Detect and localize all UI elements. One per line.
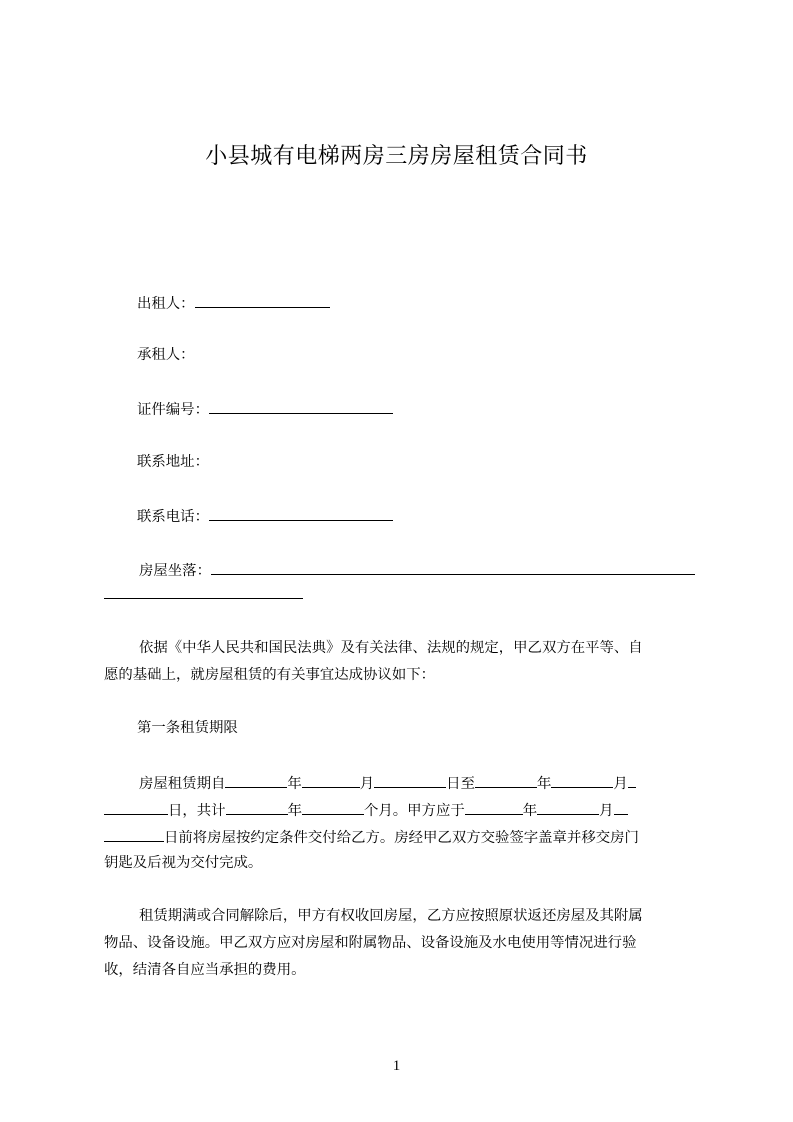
term-prefix: 房屋租赁期自 <box>139 776 226 792</box>
intro-line-1: 依据《中华人民共和国民法典》及有关法律、法规的规定，甲乙双方在平等、自 <box>139 640 643 656</box>
page-number: 1 <box>392 1058 401 1074</box>
delivery-rest-text: 日前将房屋按约定条件交付给乙方。房经甲乙双方交验签字盖章并移交房门 <box>164 830 639 846</box>
address-label: 联系地址： <box>137 454 209 470</box>
delivery-day-blank-continued[interactable] <box>104 826 164 842</box>
address-field <box>137 452 209 472</box>
total-years-blank[interactable] <box>226 799 288 815</box>
end-day-unit: 日，共计 <box>168 803 226 819</box>
total-months-blank[interactable] <box>302 799 364 815</box>
id-number-field <box>137 398 393 420</box>
phone-blank[interactable] <box>209 505 393 521</box>
phone-label: 联系电话： <box>137 509 209 525</box>
start-month-unit: 月 <box>359 776 375 792</box>
start-year-blank[interactable] <box>225 772 287 788</box>
start-day-unit: 日至 <box>446 776 475 792</box>
start-day-blank[interactable] <box>374 772 446 788</box>
property-location-field <box>139 559 695 581</box>
end-month-unit: 月 <box>613 776 628 792</box>
property-location-blank-continued[interactable] <box>104 598 303 599</box>
end-month-blank[interactable] <box>551 772 613 788</box>
lessor-blank[interactable] <box>195 292 330 308</box>
start-year-unit: 年 <box>287 776 302 792</box>
end-day-blank-continued[interactable] <box>104 799 168 815</box>
end-year-unit: 年 <box>536 776 552 792</box>
delivery-year-unit: 年 <box>522 803 538 819</box>
lessee-field <box>137 345 195 365</box>
lessee-label: 承租人： <box>137 347 195 363</box>
term-line-4: 钥匙及后视为交付完成。 <box>104 855 263 871</box>
term-line-1 <box>139 772 636 794</box>
end-year-blank[interactable] <box>475 772 537 788</box>
delivery-day-blank[interactable] <box>614 799 628 815</box>
expiry-line-3: 收，结清各自应当承担的费用。 <box>104 962 306 978</box>
months-delivery-text: 个月。甲方应于 <box>363 803 465 819</box>
delivery-month-unit: 月 <box>599 803 614 819</box>
start-month-blank[interactable] <box>302 772 360 788</box>
lessor-label: 出租人： <box>137 296 195 312</box>
lessor-field <box>137 292 330 314</box>
total-years-unit: 年 <box>287 803 302 819</box>
delivery-month-blank[interactable] <box>537 799 599 815</box>
article-1-heading: 第一条租赁期限 <box>137 720 238 736</box>
expiry-line-2: 物品、设备设施。甲乙双方应对房屋和附属物品、设备设施及水电使用等情况进行验 <box>104 935 637 951</box>
id-number-blank[interactable] <box>209 398 393 414</box>
id-number-label: 证件编号： <box>137 402 209 418</box>
intro-line-2: 愿的基础上，就房屋租赁的有关事宜达成协议如下： <box>104 667 435 683</box>
term-line-3 <box>104 826 639 848</box>
term-line-2 <box>104 799 628 821</box>
end-day-blank[interactable] <box>628 772 636 788</box>
delivery-year-blank[interactable] <box>465 799 523 815</box>
phone-field <box>137 505 393 527</box>
page-title: 小县城有电梯两房三房房屋租赁合同书 <box>205 144 588 169</box>
property-location-blank[interactable] <box>211 559 695 575</box>
expiry-line-1: 租赁期满或合同解除后，甲方有权收回房屋，乙方应按照原状返还房屋及其附属 <box>139 908 643 924</box>
property-location-label: 房屋坐落： <box>139 563 211 579</box>
